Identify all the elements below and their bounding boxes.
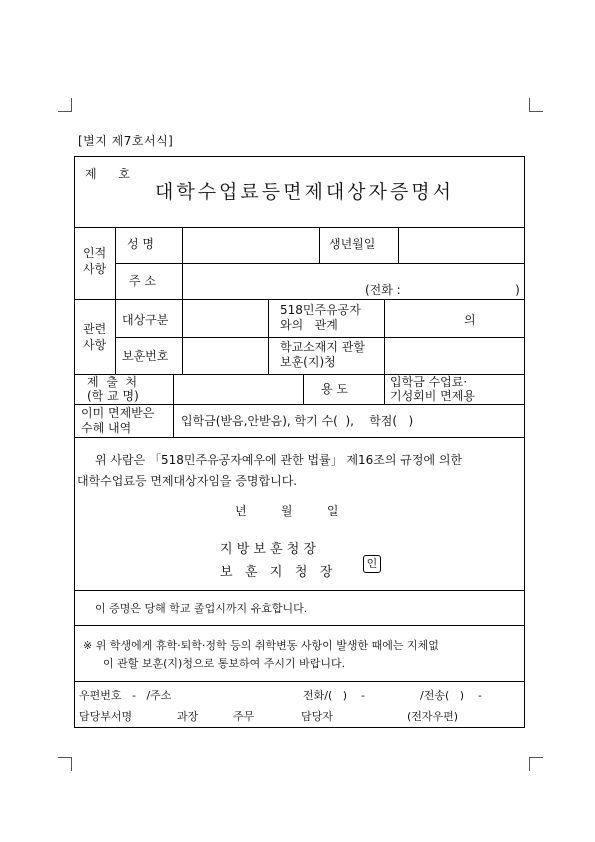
issue-date: 년 월 일 [235,504,339,518]
category-label: 대상구분 [122,313,169,327]
document-number-label: 제 호 [85,167,130,181]
crop-mark-bottom-right [529,757,543,758]
footer-director: 주무 [233,710,255,723]
birth-date-label: 생년월일 [329,237,376,251]
footer-phone: 전화/( ) - [303,689,365,702]
phone-field: (전화 : ) [365,283,520,297]
crop-mark-top-right [529,111,543,112]
notice-line1: ※ 위 학생에게 휴학·퇴학·정학 등의 취학변동 사항이 발생한 때에는 지체없 [83,639,439,652]
footer-fax: /전송( ) - [420,689,482,702]
veteran-number-label: 보훈번호 [122,349,169,363]
certificate-form [74,156,525,728]
relation-label: 518민주유공자 와의 관계 [280,303,361,332]
footer-postal-address: 우편번호 - /주소 [79,689,172,702]
footer-section-chief: 과장 [177,710,199,723]
issuer-regional-office: 지 방 보 훈 청 장 [220,542,317,557]
crop-mark-bottom-right [529,757,530,771]
purpose-label: 용 도 [321,382,348,396]
address-label: 주 소 [129,274,156,288]
document-title: 대학수업료등면제대상자증명서 [155,181,454,203]
crop-mark-top-left [71,98,72,112]
prior-benefit-value: 입학금(받음,안받음), 학기 수( ), 학점( ) [181,414,414,428]
crop-mark-top-left [58,111,72,112]
footer-email: (전자우편) [407,710,459,723]
submit-to-label: 제 출 처 (학 교 명) [87,375,139,403]
related-info-section-label: 관련 사항 [83,322,107,352]
footer-handler: 담당자 [301,710,333,723]
footer-department: 담당부서명 [79,710,133,723]
seal-mark: 인 [363,555,381,573]
issuer-branch-office: 보 훈 지 청 장 [220,565,333,580]
prior-benefit-label: 이미 면제받은 수혜 내역 [81,406,155,435]
relation-suffix: 의 [464,313,476,327]
certification-text-line2: 대학수업료등 면제대상자임을 증명합니다. [77,474,298,488]
school-office-label: 학교소재지 관할 보훈(지)청 [280,340,365,369]
crop-mark-top-right [529,98,530,112]
notice-line2: 이 관할 보훈(지)청으로 통보하여 주시기 바랍니다. [103,657,346,670]
crop-mark-bottom-left [71,757,72,771]
personal-info-section-label: 인적 사항 [83,246,107,276]
purpose-value: 입학금 수업료· 기성회비 면제용 [390,375,475,403]
form-number-label: [별지 제7호서식] [78,134,174,148]
name-label: 성 명 [127,237,154,251]
crop-mark-bottom-left [58,757,72,758]
validity-note: 이 증명은 당해 학교 졸업시까지 유효합니다. [95,602,308,615]
certification-text-line1: 위 사람은 「518민주유공자예우에 관한 법률」 제16조의 규정에 의한 [95,453,463,467]
